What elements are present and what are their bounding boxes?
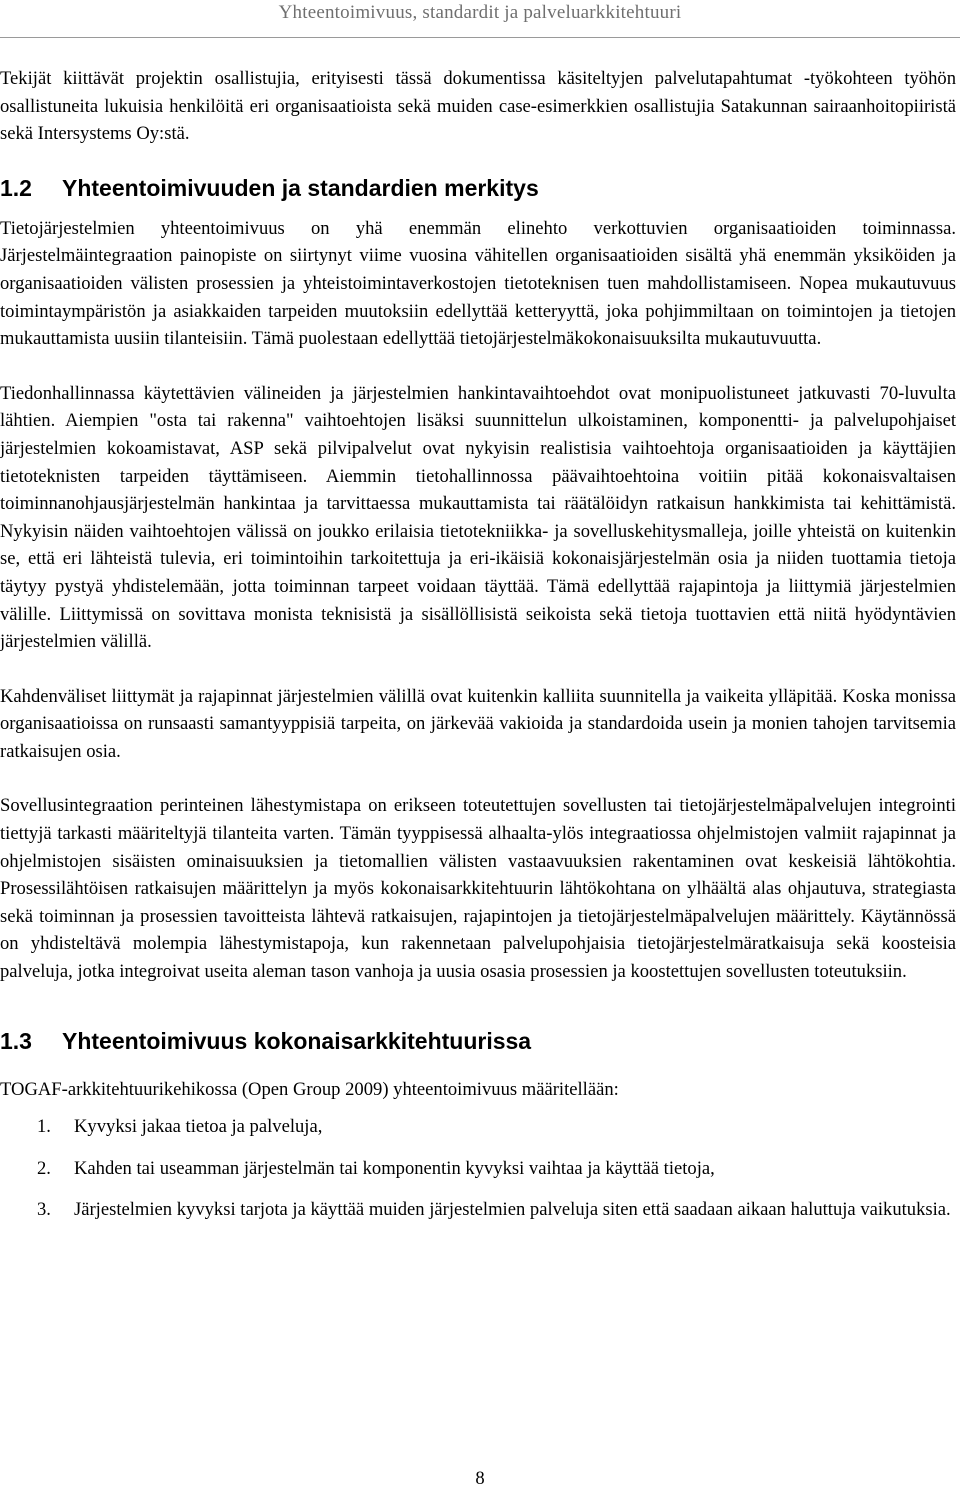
list-item-text: Kyvyksi jakaa tietoa ja palveluja, (74, 1116, 323, 1138)
definition-list (0, 1113, 956, 1224)
list-item (0, 1113, 956, 1141)
section-title: Yhteentoimivuus kokonaisarkkitehtuurissa (62, 1027, 532, 1054)
list-item-text: Järjestelmien kyvyksi tarjota ja käyttää muiden järjestelmien palveluja siten että saadaan aikaan haluttuja vaikutuksia. (74, 1199, 951, 1221)
list-marker: 3. (37, 1199, 51, 1221)
body-paragraph: Tiedonhallinnassa käytettävien välineiden ja järjestelmien hankintavaihtoehdot ovat monipuolistuneet jatkuvasti 70-luvulta lähtien. Aiempien "osta tai rakenna" vaihtoehtojen lisäksi suunnittelun ulkoistaminen, komponentti- ja palvelupohjaiset järjestelmien kokoamistavat, ASP sekä pilvipalvelut ovat nykyisin realistisia vaihtoehtoja organisaatioiden ja käyttäjien tietoteknisten tarpeiden täyttämiseen. Aiemmin tietohallinnossa päävaihtoehtoina voitiin pitää kokonaisvaltaisen toiminnanohjausjärjestelmän hankintaa ja tarvittaessa mukauttamista tai räätälöidyn ratkaisun hankkimista tai kehittämistä. Nykyisin näiden vaihtoehtojen välissä on joukko erilaisia tietotekniikka- ja sovelluskehitysmalleja, joille yhteistä on kuitenkin se, että eri lähteistä tulevia, eri toimintoihin tarkoitettuja ja eri-ikäisiä kokonaisjärjestelmän osia ja niiden tuottamia tietoja täytyy pystyä yhdistelemään, jotta toiminnan tarpeet voidaan täyttää. Tämä edellyttää rajapintoja ja liittymiä järjestelmien välille. Liittymissä on sovittava monista teknisistä ja sisällöllisistä seikoista sekä tietoja tuottavien että niitä hyödyntävien järjestelmien välillä. (0, 382, 956, 653)
body-paragraph: Tietojärjestelmien yhteentoimivuus on yhä enemmän elinehto verkottuvien organisaatioiden toiminnassa. Järjestelmäintegraation painopiste on siirtynyt viime vuosina vähitellen organisaatioiden sisältä yhä enemmän yksiköiden ja organisaatioiden välisten prosessien ja yhteistoimintaverkostojen tietoteknisen tuen mahdollistamiseen. Nopea mukautuvuus toimintaympäristön ja asiakkaiden tarpeiden muutoksiin edellyttää ketteryyttä, joka pohjimmiltaan on toimintojen ja tietojen mukauttamista uusiin tilanteisiin. Tämä puolestaan edellyttää tietojärjestelmäkokonaisuuksilta mukautuvuutta. (0, 217, 956, 350)
section-number: 1.3 (0, 1027, 32, 1054)
section-title: Yhteentoimivuuden ja standardien merkitys (62, 174, 539, 201)
list-item-text: Kahden tai useamman järjestelmän tai komponentin kyvyksi vaihtaa ja käyttää tietoja, (74, 1157, 715, 1179)
body-paragraph: Sovellusintegraation perinteinen lähestymistapa on erikseen toteutettujen sovellusten tai tietojärjestelmäpalvelujen integrointi tiettyjä tarkasti määriteltyjä tilanteita varten. Tämän tyyppisessä alhaalta-ylös integraatiossa ohjelmistojen valmiit rajapinnat ja ohjelmistojen sisäisten ominaisuuksien ja tietomallien välisten vastaavuuksien rakentaminen ovat keskeisiä lähtökohtia. Prosessilähtöisen ratkaisujen määrittelyn ja myös kokonaisarkkitehtuurin lähtökohtana on ylhäältä alas ohjautuva, strategiasta sekä toiminnan ja prosessien tavoitteista lähtevä ratkaisujen, rajapintojen ja tietojärjestelmäpalvelujen määrittely. Käytännössä on yhdisteltävä molempia lähestymistapoja, kun rakennetaan palvelupohjaisia tietojärjestelmäratkaisuja sekä koosteisia palveluja, jotka integroivat useita aleman tason vanhoja ja uusia osasia prosessien ja koostettujen sovellusten toteutuksiin. (0, 795, 956, 983)
page-number: 8 (475, 1468, 485, 1489)
list-intro-paragraph: TOGAF-arkkitehtuurikehikossa (Open Group 2009) yhteentoimivuus määritellään: (0, 1078, 619, 1100)
running-header: Yhteentoimivuus, standardit ja palveluarkkitehtuuri (278, 2, 682, 23)
header-divider (0, 37, 960, 38)
list-marker: 2. (37, 1157, 51, 1179)
section-heading-1-3 (0, 1026, 956, 1056)
list-item (0, 1155, 956, 1183)
acknowledgement-paragraph: Tekijät kiittävät projektin osallistujia, erityisesti tässä dokumentissa käsiteltyjen palvelutapahtumat -työkohteen työhön osallistuneita lukuisia henkilöitä eri organisaatioista sekä muiden case-esimerkkien osallistujia Satakunnan sairaanhoitopiiristä sekä Intersystems Oy:stä. (0, 68, 956, 145)
list-item (0, 1196, 956, 1224)
section-heading-1-2 (0, 173, 956, 203)
body-paragraph: Kahdenväliset liittymät ja rajapinnat järjestelmien välillä ovat kuitenkin kalliita suunnitella ja vaikeita ylläpitää. Koska monissa organisaatioissa on runsaasti samantyyppisiä tarpeita, on järkevää vakioida ja standardoida usein ja monien tahojen tarvitsemia ratkaisujen osia. (0, 685, 956, 762)
section-number: 1.2 (0, 174, 32, 201)
page-body (0, 65, 956, 1238)
list-marker: 1. (37, 1116, 51, 1138)
